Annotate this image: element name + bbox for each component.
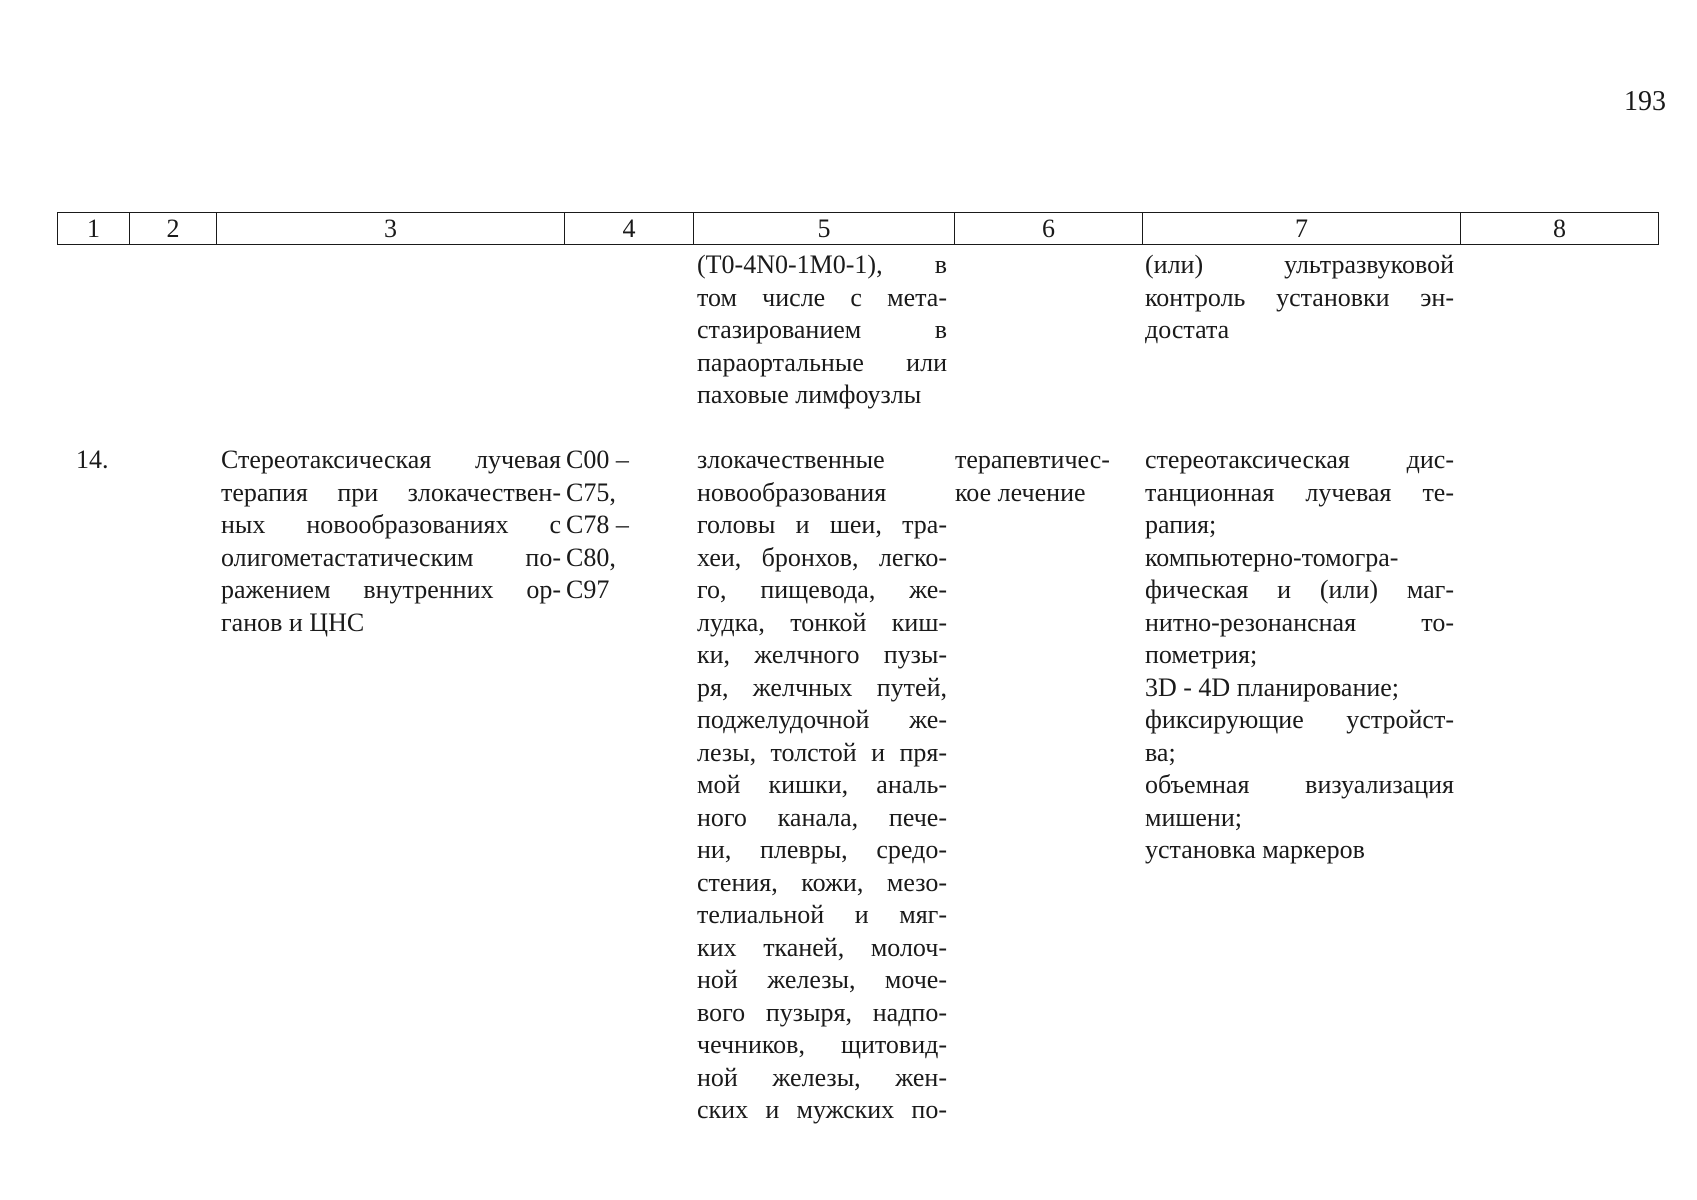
text-line: (или) ультразвуковой	[1145, 250, 1454, 279]
page-number: 193	[1624, 86, 1666, 117]
column-number-header	[57, 212, 1659, 245]
text-line: C00 –	[566, 445, 629, 474]
text-line: паховые лимфоузлы	[697, 380, 922, 409]
header-col-1: 1	[58, 213, 130, 245]
text-line: кое лечение	[955, 477, 1086, 507]
text-line: пометрия;	[1145, 640, 1258, 669]
header-col-4: 4	[565, 213, 694, 245]
text-line: стазированием в	[697, 315, 947, 344]
text-line: C97	[566, 575, 610, 604]
text-line: поджелудочной же-	[697, 705, 947, 734]
text-line: злокачественные	[697, 445, 885, 474]
text-line: компьютерно-томогра-	[1145, 542, 1399, 572]
text-line: C78 –	[566, 510, 629, 539]
text-line: (T0-4N0-1M0-1), в	[697, 250, 947, 279]
text-line: ражением внутренних ор-	[221, 575, 561, 604]
text-line: фиксирующие устройст-	[1145, 705, 1454, 734]
text-line: Стереотаксическая лучевая	[221, 445, 561, 474]
text-line: ких тканей, молоч-	[697, 932, 947, 962]
row-14-codes	[566, 444, 656, 607]
text-line: установка маркеров	[1145, 835, 1365, 864]
continuation-model-text	[697, 249, 947, 412]
text-line: танционная лучевая те-	[1145, 477, 1454, 507]
row-number: 14.	[76, 445, 109, 474]
text-line: ного канала, пече-	[697, 802, 947, 832]
text-line: ной железы, жен-	[697, 1062, 947, 1092]
continuation-method-text	[1145, 249, 1454, 347]
text-line: нитно-резонансная то-	[1145, 607, 1454, 637]
row-14-model	[697, 444, 947, 1127]
text-line: ганов и ЦНС	[221, 607, 365, 637]
text-line: олигометастатическим по-	[221, 542, 561, 572]
text-line: фическая и (или) маг-	[1145, 575, 1454, 604]
row-14-method	[1145, 444, 1454, 867]
text-line: том числе с мета-	[697, 282, 947, 312]
text-line: стения, кожи, мезо-	[697, 867, 947, 897]
text-line: терапия при злокачествен-	[221, 477, 561, 507]
text-line: чечников, щитовид-	[697, 1030, 947, 1059]
header-col-6: 6	[955, 213, 1143, 245]
text-line: хеи, бронхов, легко-	[697, 542, 947, 572]
text-line: терапевтичес-	[955, 445, 1110, 474]
text-line: лудка, тонкой киш-	[697, 607, 947, 637]
text-line: телиальной и мяг-	[697, 900, 947, 929]
text-line: ва;	[1145, 737, 1176, 767]
row-14-name	[221, 444, 561, 639]
text-line: параортальные или	[697, 347, 947, 377]
text-line: ря, желчных путей,	[697, 672, 947, 702]
header-col-5: 5	[694, 213, 955, 245]
text-line: мой кишки, аналь-	[697, 770, 947, 799]
text-line: C80,	[566, 542, 616, 572]
text-line: го, пищевода, же-	[697, 575, 947, 604]
text-line: стереотаксическая дис-	[1145, 445, 1454, 474]
text-line: ных новообразованиях с	[221, 510, 561, 539]
text-line: лезы, толстой и пря-	[697, 737, 947, 767]
text-line: 3D - 4D планирование;	[1145, 672, 1400, 702]
text-line: вого пузыря, надпо-	[697, 997, 947, 1027]
header-col-8: 8	[1461, 213, 1659, 245]
text-line: мишени;	[1145, 802, 1242, 832]
text-line: ских и мужских по-	[697, 1095, 947, 1124]
header-col-3: 3	[217, 213, 565, 245]
text-line: C75,	[566, 477, 616, 507]
row-14-treatment-type	[955, 444, 1135, 509]
text-line: ки, желчного пузы-	[697, 640, 947, 669]
text-line: новообразования	[697, 477, 887, 507]
text-line: рапия;	[1145, 510, 1217, 539]
text-line: контроль установки эн-	[1145, 282, 1454, 312]
text-line: ной железы, моче-	[697, 965, 947, 994]
text-line: достата	[1145, 315, 1230, 344]
header-col-2: 2	[130, 213, 217, 245]
text-line: ни, плевры, средо-	[697, 835, 947, 864]
text-line: объемная визуализация	[1145, 770, 1454, 799]
row-14-number	[76, 444, 136, 477]
header-col-7: 7	[1143, 213, 1461, 245]
text-line: головы и шеи, тра-	[697, 510, 947, 539]
